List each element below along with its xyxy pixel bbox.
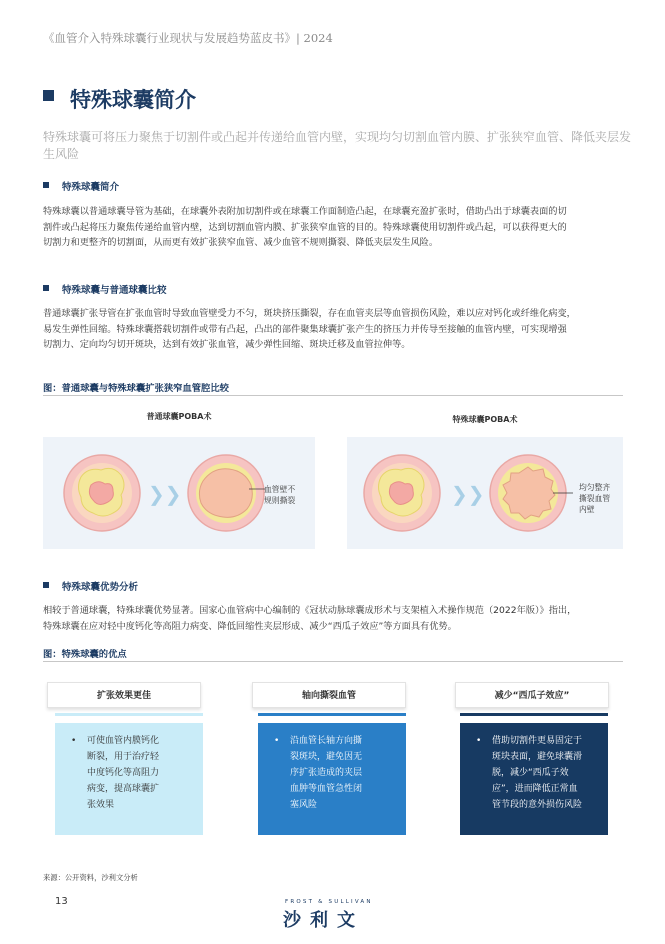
advantage-accent-bar [460,713,608,716]
advantage-accent-bar [258,713,406,716]
label-even-tear: 均匀整齐 撕裂血管 内壁 [579,483,611,514]
advantage-title-watermelon: 减少“西瓜子效应” [455,682,609,708]
section-marker [43,582,49,588]
figure-caption-comparison: 图：普通球囊与特殊球囊扩张狭窄血管腔比较 [43,383,229,394]
logo-wordmark-en: FROST & SULLIVAN [285,899,373,905]
section-heading-intro: 特殊球囊简介 [62,182,120,193]
source-note: 来源：公开资料，沙利文分析 [43,873,138,882]
figure-divider [43,395,623,396]
label-irregular-tear: 血管壁不 规则撕裂 [264,485,296,505]
page-subtitle: 特殊球囊可将压力聚焦于切割件或凸起并传递给血管内壁，实现均匀切割血管内膜、扩张狭窄血管、降低夹层发生风险 [43,130,632,161]
chevron-right-icon: ❯❯ [451,482,485,506]
irregular-lumen-icon [199,469,252,518]
panel-title-special: 特殊球囊POBA术 [452,415,518,424]
panel-title-ordinary: 普通球囊POBA术 [146,412,212,421]
chevron-right-icon: ❯❯ [148,482,182,506]
advantage-title-dilation: 扩张效果更佳 [47,682,201,708]
text-line: 特殊球囊以普通球囊导管为基础，在球囊外表附加切割件或在球囊工作面制造凸起，在球囊充盈扩张时，借助凸出于球囊表面的切 [43,206,567,217]
text-line: 特殊球囊在应对轻中度钙化等高阻力病变、降低回缩性夹层形成、减少“西瓜子效应”等方面具有优势。 [43,620,457,632]
report-header: 《血管介入特殊球囊行业现状与发展趋势蓝皮书》| 2024 [43,31,333,45]
advantage-card-dilation [55,723,203,835]
advantage-text: • 沿血管长轴方向撕 裂斑块，避免因无 序扩张造成的夹层 血肿等血管急性闭 塞风险 [274,733,392,813]
title-marker [43,90,54,101]
figure-caption-advantages: 图：特殊球囊的优点 [43,649,127,660]
advantage-text: • 可使血管内膜钙化 断裂，用于治疗轻 中度钙化等高阻力 病变，提高球囊扩 张效果 [71,733,189,813]
page-number: 13 [55,896,68,907]
section-advantages-text [43,603,633,634]
logo-wordmark-cn: 沙利文 [283,910,364,931]
advantage-card-watermelon [460,723,608,835]
section-heading-comparison: 特殊球囊与普通球囊比较 [62,285,167,296]
section-intro-text [43,204,633,251]
text-line: 相较于普通球囊，特殊球囊优势显著。国家心血管病中心编制的《冠状动脉球囊成形术与支架植入术操作规范（2022年版）》指出， [43,605,577,616]
advantage-card-axial [258,723,406,835]
advantage-accent-bar [55,713,203,716]
section-comparison-text [43,306,633,353]
text-line: 普通球囊扩张导管在扩张血管时导致血管壁受力不匀，斑块挤压撕裂，存在血管夹层等血管损伤风险，难以应对钙化或纤维化病变， [43,308,576,319]
section-marker [43,285,49,291]
text-line: 割件或凸起将压力聚焦传递给血管内壁，达到切割血管内膜、扩张狭窄血管的目的。特殊球囊使用切割件或凸起，可以获得更大的 [43,221,567,233]
page-title: 特殊球囊简介 [70,87,196,112]
advantage-title-axial: 轴向撕裂血管 [252,682,406,708]
text-line: 切割力、定向均匀切开斑块，达到有效扩张血管，减少弹性回缩、斑块迁移及血管拉伸等。 [43,339,411,350]
advantage-text: • 借助切割件更易固定于 斑块表面，避免球囊滑 脱，减少“西瓜子效 应”，进而降低正常血 管节段的意外损伤风险 [476,733,600,813]
section-marker [43,182,49,188]
text-line: 切割力和更整齐的切割面，从而更有效扩张狭窄血管、减少血管不规则撕裂、降低夹层发生风险。 [43,237,439,248]
figure-divider [43,661,623,662]
section-heading-advantages: 特殊球囊优势分析 [62,582,139,593]
text-line: 易发生弹性回缩。特殊球囊搭载切割件或带有凸起，凸出的部件聚集球囊扩张产生的挤压力并传导至接触的血管内壁，可实现增强 [43,323,567,335]
